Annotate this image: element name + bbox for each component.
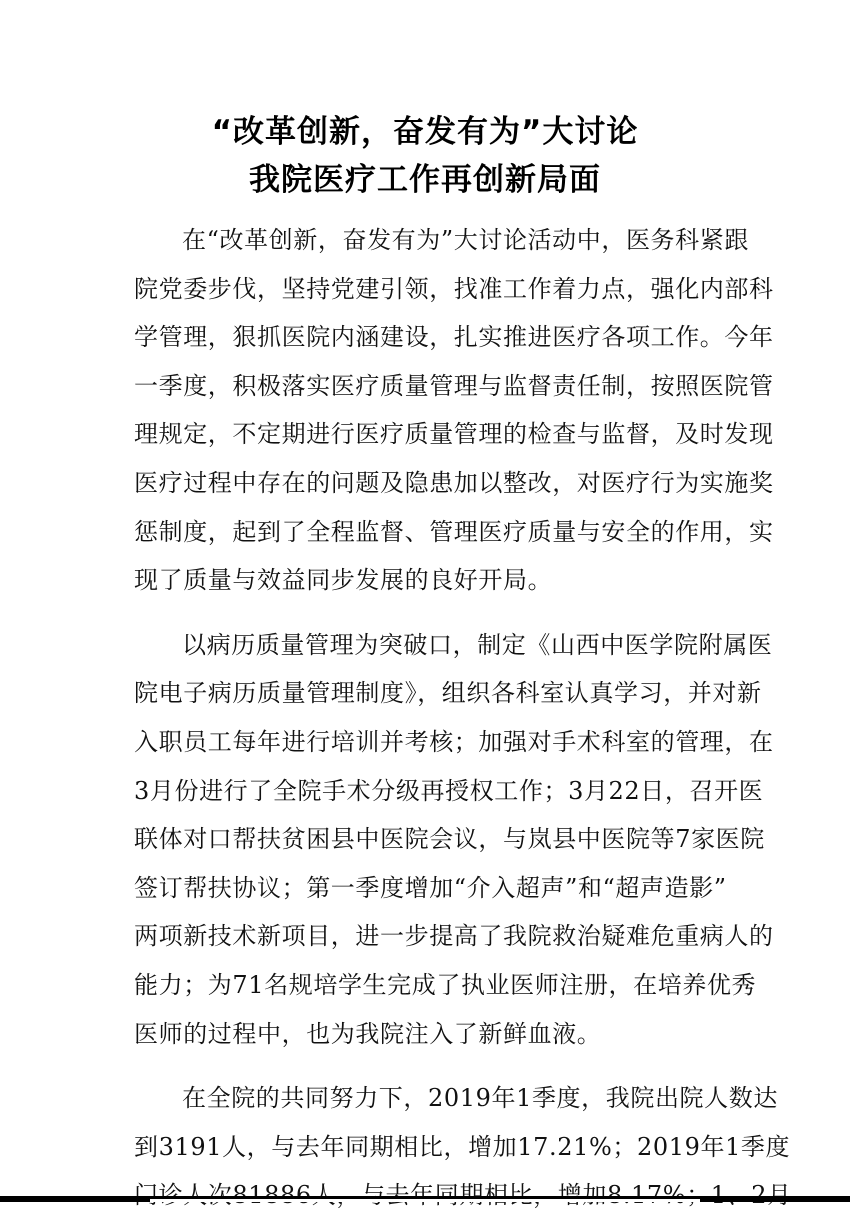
text-line: 一季度，积极落实医疗质量管理与监督责任制，按照医院管 — [134, 371, 774, 400]
text-line: 能力；为71名规培学生完成了执业医师注册，在培养优秀 — [134, 970, 757, 999]
text-line: 到3191人，与去年同期相比，增加17.21%；2019年1季度 — [134, 1132, 791, 1161]
text-line: 在全院的共同努力下，2019年1季度，我院出院人数达 — [182, 1084, 778, 1113]
text-line: 院电子病历质量管理制度》，组织各科室认真学习，并对新 — [134, 679, 762, 708]
text-line: 医疗过程中存在的问题及隐患加以整改，对医疗行为实施奖 — [134, 468, 774, 497]
page-bottom-edge — [0, 1196, 850, 1202]
paragraph-2 — [134, 621, 774, 1058]
text-line: 在“改革创新，奋发有为”大讨论活动中，医务科紧跟 — [182, 226, 749, 254]
title-line-1: “改革创新，奋发有为”大讨论 — [211, 114, 639, 150]
text-line: 两项新技术新项目，进一步提高了我院救治疑难危重病人的 — [134, 922, 774, 951]
title-line-2: 我院医疗工作再创新局面 — [249, 162, 601, 198]
text-line: 院党委步伐，坚持党建引领，找准工作着力点，强化内部科 — [134, 274, 774, 303]
paragraph-1 — [134, 216, 774, 605]
text-line: 签订帮扶协议；第一季度增加“介入超声”和“超声造影” — [134, 873, 727, 902]
text-line: 联体对口帮扶贫困县中医院会议，与岚县中医院等7家医院 — [134, 825, 765, 854]
text-line: 理规定，不定期进行医疗质量管理的检查与监督，及时发现 — [134, 420, 774, 449]
text-line: 3月份进行了全院手术分级再授权工作；3月22日，召开医 — [134, 776, 764, 805]
text-line: 学管理，狠抓医院内涵建设，扎实推进医疗各项工作。今年 — [134, 323, 774, 352]
text-line: 现了质量与效益同步发展的良好开局。 — [134, 566, 553, 595]
text-line: 医师的过程中，也为我院注入了新鲜血液。 — [134, 1019, 602, 1048]
text-line: 以病历质量管理为突破口，制定《山西中医学院附属医 — [182, 630, 773, 659]
text-line: 惩制度，起到了全程监督、管理医疗质量与安全的作用，实 — [134, 517, 774, 546]
text-line: 入职员工每年进行培训并考核；加强对手术科室的管理，在 — [134, 727, 774, 756]
article-body — [134, 216, 791, 1220]
